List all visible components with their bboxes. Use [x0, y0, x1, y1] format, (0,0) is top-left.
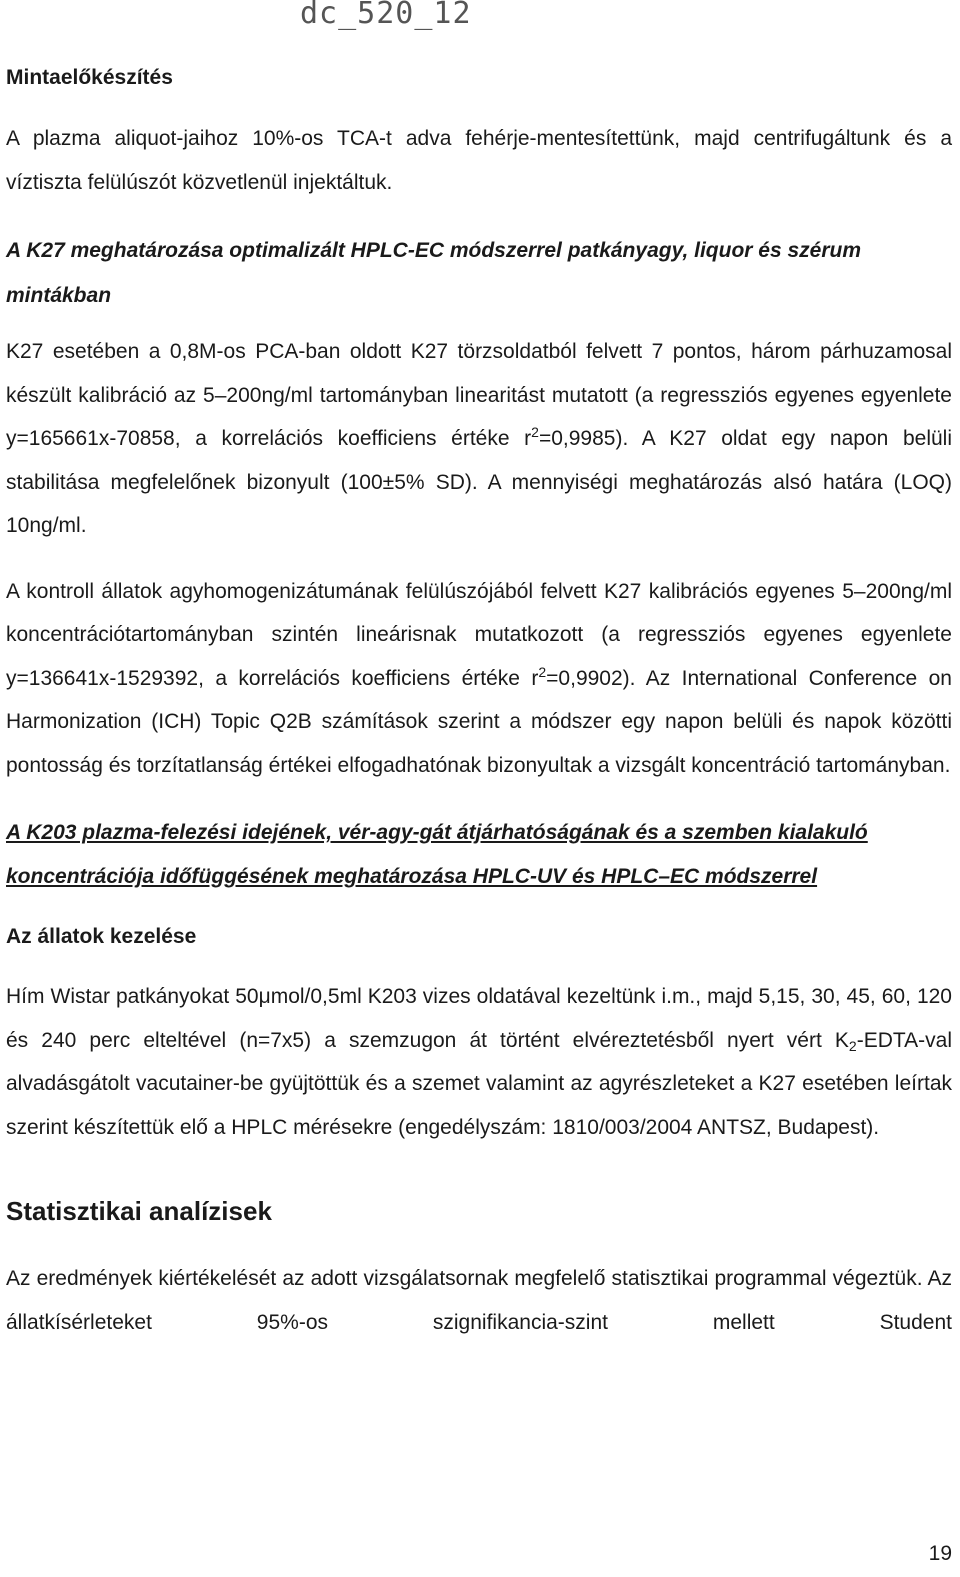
- paragraph-animal-treatment: [6, 975, 952, 1149]
- text-segment: -EDTA-val alvadásgátolt vacutainer-be gyüjtöttük és a szemet valamint az agyrészleteket a K27 esetében leírtak szerint készítettük elő a HPLC mérésekre (engedélyszám: 1810/003/2004 ANTSZ, Budapest).: [6, 1028, 952, 1139]
- paragraph-statistics: Az eredmények kiértékelését az adott vizsgálatsornak megfelelő statisztikai programmal végeztük. Az állatkísérleteket 95%-os szignifikancia-szint mellett Student: [6, 1267, 952, 1334]
- paragraph-control-calibration: [6, 570, 952, 788]
- text-segment: A kontroll állatok agyhomogenizátumának felülúszójából felvett K27 kalibrációs egyenes 5–200ng/ml koncentrációtartományban szintén lineárisnak mutatkozott (a regressziós egyenes egyenlete y=136641x-1529392, a korrelációs koefficiens értéke r: [6, 579, 952, 690]
- heading-k203: A K203 plazma-felezési idejének, vér-agy-gát átjárhatóságának és a szemben kialakuló koncentrációja időfüggésének meghatározása HPLC-UV és HPLC–EC módszerrel: [6, 821, 868, 888]
- superscript: 2: [531, 424, 539, 440]
- paragraph-sample-prep: A plazma aliquot-jaihoz 10%-os TCA-t adva fehérje-mentesítettünk, majd centrifugáltunk és a víztiszta felülúszót közvetlenül injektáltuk.: [6, 127, 952, 194]
- document-id: dc_520_12: [300, 0, 472, 31]
- paragraph-k27-calibration: [6, 330, 952, 548]
- heading-sample-prep: Mintaelőkészítés: [6, 66, 173, 89]
- heading-animal-treatment: Az állatok kezelése: [6, 925, 197, 948]
- document-body: [6, 58, 952, 1344]
- superscript: 2: [538, 663, 547, 680]
- text-segment: Hím Wistar patkányokat 50μmol/0,5ml K203 vizes oldatával kezeltünk i.m., majd 5,15, 30, 45, 60, 120 és 240 perc elteltével (n=7x5) a szemzugon át történt elvéreztetésből nyert vért K: [6, 985, 952, 1052]
- page-number: 19: [928, 1542, 952, 1565]
- text-segment: =0,9985). A K27 oldat egy napon belüli stabilitása megfelelőnek bizonyult (100±5% SD). A mennyiségi meghatározás alsó határa (LOQ) 10ng/ml.: [6, 427, 952, 537]
- heading-k27-hplc: A K27 meghatározása optimalizált HPLC-EC módszerrel patkányagy, liquor és szérum mintákban: [6, 239, 862, 307]
- heading-statistics: Statisztikai analízisek: [6, 1196, 272, 1226]
- subscript: 2: [848, 1037, 857, 1054]
- text-segment: =0,9902). Az International Conference on Harmonization (ICH) Topic Q2B számítások szerint a módszer egy napon belüli és napok közötti pontosság és torzítatlanság értékei elfogadhatónak bizonyultak a vizsgált koncentráció tartományban.: [6, 666, 952, 777]
- text-segment: K27 esetében a 0,8M-os PCA-ban oldott K27 törzsoldatból felvett 7 pontos, három párhuzamosal készült kalibráció az 5–200ng/ml tartományban linearitást mutatott (a regressziós egyenes egyenlete y=165661x-70858, a korrelációs koefficiens értéke r: [6, 340, 952, 450]
